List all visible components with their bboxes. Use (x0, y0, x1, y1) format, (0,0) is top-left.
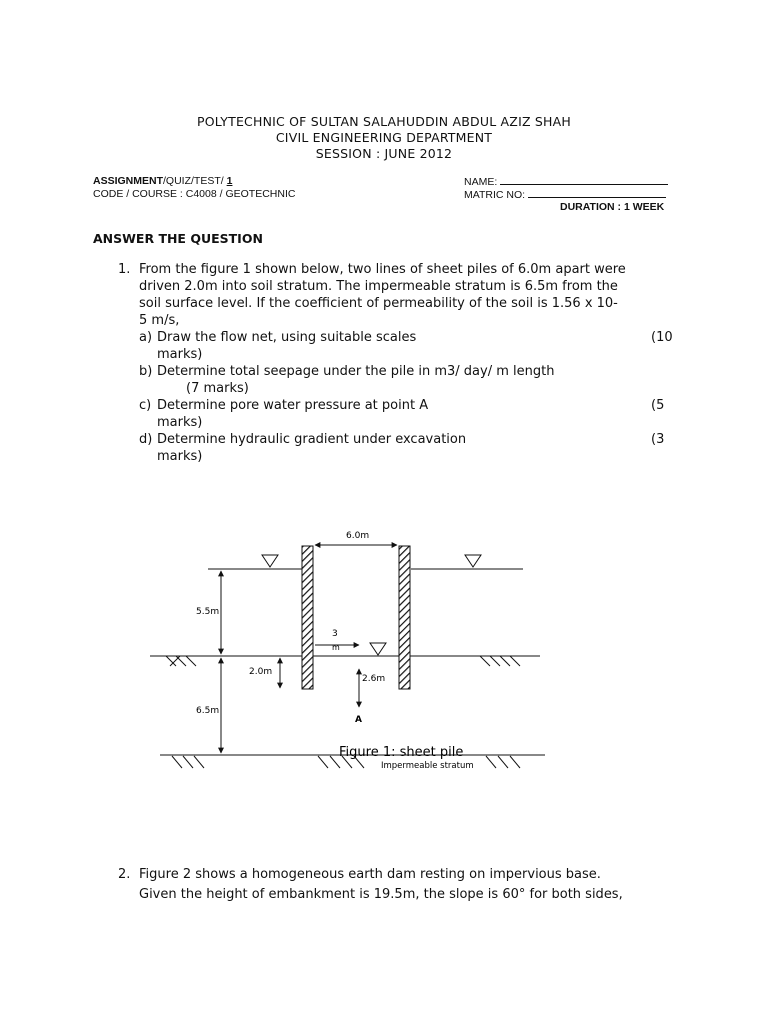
q1d-text: Determine hydraulic gradient under excavation (157, 432, 467, 447)
name-label: NAME: (464, 176, 498, 188)
ground-hatch-left (166, 656, 196, 666)
ground-hatch-right (480, 656, 520, 666)
label-3: 3 (332, 629, 338, 639)
q1-number: 1. (118, 262, 131, 277)
q1b-text: Determine total seepage under the pile in m3/ day/ m length (157, 364, 555, 379)
q1a-marks-cont: marks) (157, 347, 203, 362)
q1-line-3: soil surface level. If the coefficient of permeability of the soil is 1.56 x 10- (139, 296, 618, 311)
label-m: m (332, 643, 340, 652)
q1c-marks-cont: marks) (157, 415, 203, 430)
stratum-label: Impermeable stratum (381, 761, 474, 771)
sheet-pile-left (302, 546, 313, 689)
q1c-text: Determine pore water pressure at point A (157, 398, 429, 413)
label-6-5m: 6.5m (196, 706, 220, 716)
figure-caption: Figure 1: sheet pile (339, 745, 464, 760)
q1a-text: Draw the flow net, using suitable scales (157, 330, 417, 345)
q1d-label: d) (139, 432, 153, 447)
water-triangle-inside (370, 643, 386, 655)
label-5-5m: 5.5m (196, 607, 220, 617)
instruction-heading: ANSWER THE QUESTION (93, 231, 263, 246)
q1a-marks: (10 (651, 330, 673, 345)
water-triangle-right (465, 555, 481, 567)
department-title: CIVIL ENGINEERING DEPARTMENT (275, 130, 493, 145)
water-triangle-left (262, 555, 278, 567)
label-2-0m: 2.0m (249, 667, 273, 677)
code-course: CODE / COURSE : C4008 / GEOTECHNIC (93, 188, 296, 200)
q2-number: 2. (118, 867, 131, 882)
sheet-pile-right (399, 546, 410, 689)
q2-line-2: Given the height of embankment is 19.5m, the slope is 60° for both sides, (139, 887, 623, 902)
q1a-label: a) (139, 330, 153, 345)
q1b-marks: (7 marks) (186, 381, 249, 396)
assignment-rest: /QUIZ/TEST/ (163, 175, 227, 187)
q1d-marks-cont: marks) (157, 449, 203, 464)
q1c-marks: (5 (651, 398, 665, 413)
point-a-label: A (355, 715, 362, 725)
matric-label: MATRIC NO: (464, 189, 526, 201)
q2-line-1: Figure 2 shows a homogeneous earth dam resting on impervious base. (139, 867, 601, 882)
duration: DURATION : 1 WEEK (560, 201, 665, 213)
label-6-0m: 6.0m (346, 531, 370, 541)
q1c-label: c) (139, 398, 152, 413)
session-title: SESSION : JUNE 2012 (315, 146, 453, 161)
q1-line-1: From the figure 1 shown below, two lines of sheet piles of 6.0m apart were (139, 262, 626, 277)
q1-line-2: driven 2.0m into soil stratum. The impermeable stratum is 6.5m from the (139, 279, 618, 294)
institution-title: POLYTECHNIC OF SULTAN SALAHUDDIN ABDUL AZIZ SHAH (197, 114, 571, 129)
q1b-label: b) (139, 364, 153, 379)
q1d-marks: (3 (651, 432, 665, 447)
label-2-6m: 2.6m (362, 674, 386, 684)
assignment-number: 1 (226, 175, 233, 187)
q1-line-4: 5 m/s, (139, 313, 180, 328)
assignment-label: ASSIGNMENT (93, 175, 164, 187)
